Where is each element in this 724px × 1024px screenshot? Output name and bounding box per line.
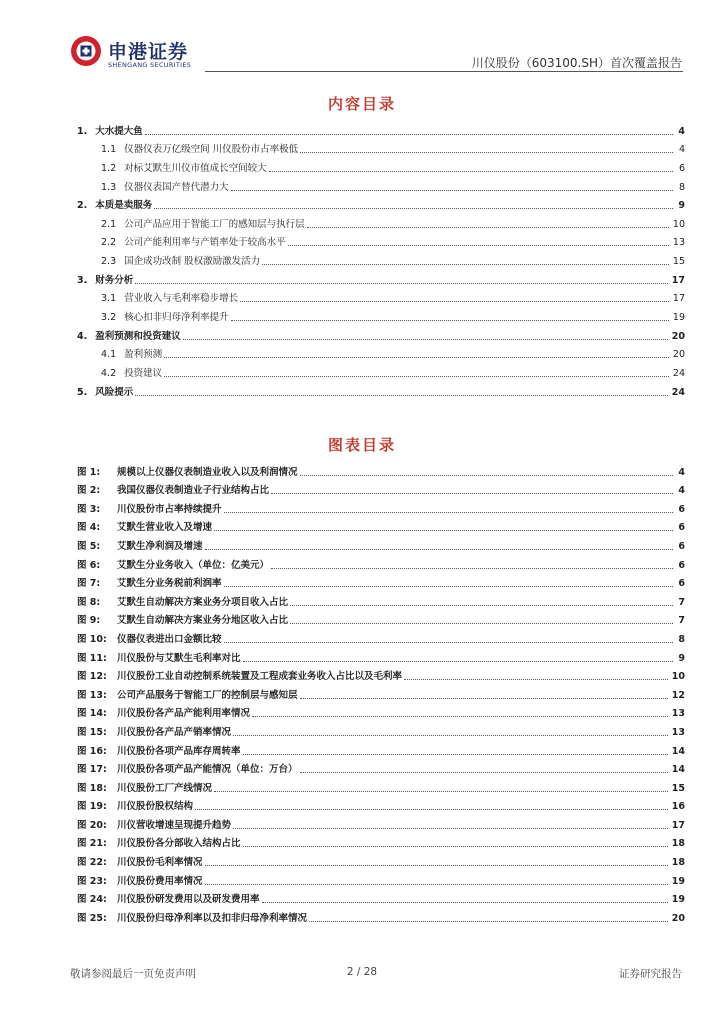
toc-entry-page: 15 xyxy=(672,256,685,268)
toc-entry-number: 2.2 xyxy=(101,237,117,249)
toc-entry-number: 2.1 xyxy=(101,218,117,230)
dot-leader xyxy=(231,320,669,321)
dot-leader xyxy=(252,716,668,717)
toc-entry-title: 仪器仪表国产替代潜力大 xyxy=(124,181,229,193)
dot-leader xyxy=(164,357,669,358)
figure-entry[interactable] xyxy=(77,683,685,702)
dot-leader xyxy=(269,171,673,172)
figure-entry[interactable] xyxy=(77,850,685,869)
toc-entry-page: 4 xyxy=(678,125,685,137)
figure-entry-page: 17 xyxy=(671,819,685,831)
figure-entry-number: 图 2: xyxy=(77,485,101,497)
figure-entry-page: 9 xyxy=(678,652,685,664)
dot-leader xyxy=(300,698,668,699)
toc-entry-number: 4. xyxy=(77,330,88,342)
figure-entry-page: 19 xyxy=(671,875,685,887)
page-number: 2 / 28 xyxy=(346,966,378,978)
page-footer xyxy=(0,958,724,988)
dot-leader xyxy=(300,475,673,476)
toc-title: 内容目录 xyxy=(327,95,396,113)
toc-entry[interactable] xyxy=(77,268,685,287)
dot-leader xyxy=(205,549,673,550)
figure-entry-title: 川仪股份各项产品库存周转率 xyxy=(117,745,241,757)
figure-entry-page: 18 xyxy=(671,838,685,850)
figure-entry-title: 川仪股份费用率情况 xyxy=(117,875,203,887)
figure-entry-page: 12 xyxy=(671,689,685,701)
toc-entry-title: 风险提示 xyxy=(95,386,134,398)
dot-leader xyxy=(205,884,668,885)
toc-entry-number: 1. xyxy=(77,125,88,137)
figure-entry-title: 川仪股份归母净利率以及扣非归母净利率情况 xyxy=(117,912,308,924)
figure-entry-title: 川仪股份股权结构 xyxy=(117,801,194,813)
dot-leader xyxy=(224,586,673,587)
toc-entry-title: 盈利预测和投资建议 xyxy=(95,330,181,342)
toc-entry-number: 1.2 xyxy=(101,162,117,174)
toc-entry-page: 10 xyxy=(672,218,685,230)
dot-leader xyxy=(135,395,668,396)
toc-entry-number: 3. xyxy=(77,274,88,286)
dot-leader xyxy=(224,642,673,643)
figure-entry[interactable] xyxy=(77,702,685,721)
disclaimer-note: 敬请参阅最后一页免责声明 xyxy=(70,968,196,980)
toc-entry[interactable] xyxy=(77,212,685,231)
figure-entry-title: 艾默生净利润及增速 xyxy=(117,540,203,552)
toc-entry-number: 2. xyxy=(77,200,88,212)
toc-entry[interactable] xyxy=(77,156,685,175)
toc-entry-number: 3.2 xyxy=(101,312,117,324)
dot-leader xyxy=(404,679,668,680)
toc-entry-page: 13 xyxy=(672,237,685,249)
figure-entry[interactable] xyxy=(77,665,685,684)
page-header xyxy=(0,0,724,80)
toc-entry[interactable] xyxy=(77,287,685,306)
toc-entry-number: 4.1 xyxy=(101,349,117,361)
figure-entry[interactable] xyxy=(77,795,685,814)
figure-entry-title: 仪器仪表进出口金额比较 xyxy=(117,633,222,645)
figure-entry-title: 艾默生分业务收入（单位：亿美元） xyxy=(117,559,270,571)
dot-leader xyxy=(233,828,668,829)
figure-entry-title: 川仪股份与艾默生毛利率对比 xyxy=(117,652,241,664)
company-logo-icon xyxy=(70,35,102,67)
dot-leader xyxy=(205,865,668,866)
figure-entry-title: 川仪股份工厂产线情况 xyxy=(117,782,213,794)
dot-leader xyxy=(271,493,673,494)
toc-entry-page: 17 xyxy=(672,293,685,305)
toc-entry-title: 大水提大鱼 xyxy=(95,125,143,137)
figure-entry-number: 图 18: xyxy=(77,782,107,794)
figure-entry-title: 川仪股份市占率持续提升 xyxy=(117,503,222,515)
dot-leader xyxy=(154,208,673,209)
toc-entry-page: 20 xyxy=(671,330,685,342)
dot-leader xyxy=(214,530,673,531)
figure-entry-number: 图 10: xyxy=(77,633,107,645)
figure-entry-page: 6 xyxy=(678,578,685,590)
figure-entry-title: 川仪股份毛利率情况 xyxy=(117,857,203,869)
toc-entry-page: 20 xyxy=(672,349,685,361)
figure-entry-title: 艾默生自动解决方案业务分项目收入占比 xyxy=(117,596,289,608)
toc-entry-page: 8 xyxy=(678,181,685,193)
dot-leader xyxy=(195,809,668,810)
toc-entry-title: 营业收入与毛利率稳步增长 xyxy=(124,293,239,305)
figure-entry[interactable] xyxy=(77,460,685,479)
figure-entry-title: 川仪股份各项产品产能情况（单位：万台） xyxy=(117,764,298,776)
figure-entry[interactable] xyxy=(77,869,685,888)
toc-entry-number: 1.1 xyxy=(101,144,117,156)
toc-entry-title: 国企成功改制 股权激励激发活力 xyxy=(124,256,261,268)
figure-entry-number: 图 19: xyxy=(77,801,107,813)
dot-leader xyxy=(233,735,668,736)
figure-entry[interactable] xyxy=(77,590,685,609)
figure-entry-page: 14 xyxy=(671,745,685,757)
figure-entry-number: 图 21: xyxy=(77,838,107,850)
figure-entry-title: 川仪股份各产品产能利用率情况 xyxy=(117,708,251,720)
figure-entry-number: 图 1: xyxy=(77,466,101,478)
toc-entry[interactable] xyxy=(77,175,685,194)
figure-entry-number: 图 22: xyxy=(77,857,107,869)
dot-leader xyxy=(135,283,668,284)
toc-entry-page: 6 xyxy=(678,162,685,174)
figure-entry-page: 18 xyxy=(671,857,685,869)
figure-entry-title: 川仪股份研发费用以及研发费用率 xyxy=(117,894,260,906)
dot-leader xyxy=(243,846,668,847)
figure-entry-page: 14 xyxy=(671,764,685,776)
dot-leader xyxy=(240,301,669,302)
toc-entry[interactable] xyxy=(77,324,685,343)
figure-entry-title: 艾默生营业收入及增速 xyxy=(117,522,213,534)
toc-entry[interactable] xyxy=(77,380,685,399)
figure-entry[interactable] xyxy=(77,516,685,535)
figure-entry-page: 13 xyxy=(671,726,685,738)
toc-entry-title: 投资建议 xyxy=(124,367,163,379)
toc-entry-title: 对标艾默生川仪市值成长空间较大 xyxy=(124,162,267,174)
figure-entry-page: 7 xyxy=(678,615,685,627)
dot-leader xyxy=(262,902,668,903)
figure-entry[interactable] xyxy=(77,572,685,591)
dot-leader xyxy=(183,339,668,340)
figure-entry-title: 川仪股份各分部收入结构占比 xyxy=(117,838,241,850)
figure-entry[interactable] xyxy=(77,646,685,665)
figure-entry-page: 13 xyxy=(671,708,685,720)
dot-leader xyxy=(271,568,673,569)
figure-entry-number: 图 13: xyxy=(77,689,107,701)
figure-entry-page: 6 xyxy=(678,540,685,552)
dot-leader xyxy=(231,190,673,191)
figure-entry[interactable] xyxy=(77,553,685,572)
figure-entry[interactable] xyxy=(77,534,685,553)
figure-entry-page: 4 xyxy=(678,466,685,478)
toc-entry[interactable] xyxy=(77,361,685,380)
figure-entry[interactable] xyxy=(77,832,685,851)
logo-chinese-name: 申港证券 xyxy=(108,41,189,63)
figure-entry[interactable] xyxy=(77,479,685,498)
figure-entry-title: 川仪营收增速呈现提升趋势 xyxy=(117,819,232,831)
toc-entry-page: 17 xyxy=(671,274,685,286)
figure-entry[interactable] xyxy=(77,776,685,795)
report-type: 证券研究报告 xyxy=(619,968,682,980)
figure-entry[interactable] xyxy=(77,609,685,628)
dot-leader xyxy=(224,512,673,513)
toc-entry-title: 公司产能利用率与产销率处于较高水平 xyxy=(124,237,286,249)
toc-entry[interactable] xyxy=(77,305,685,324)
figure-entry-page: 20 xyxy=(671,912,685,924)
dot-leader xyxy=(290,605,673,606)
figure-entry-page: 8 xyxy=(678,633,685,645)
figure-entry-page: 6 xyxy=(678,522,685,534)
report-title: 川仪股份（603100.SH）首次覆盖报告 xyxy=(471,56,682,70)
figure-entry-page: 15 xyxy=(671,782,685,794)
figure-entry-number: 图 3: xyxy=(77,503,101,515)
figure-entry-page: 10 xyxy=(671,671,685,683)
toc-entry-page: 24 xyxy=(672,367,685,379)
toc-entry-page: 24 xyxy=(671,386,685,398)
figure-entry-number: 图 11: xyxy=(77,652,107,664)
figure-list xyxy=(77,460,685,925)
dot-leader xyxy=(243,754,668,755)
toc-entry-page: 9 xyxy=(678,200,685,212)
toc-entry-title: 核心扣非归母净利率提升 xyxy=(124,312,229,324)
toc-entry[interactable] xyxy=(77,194,685,213)
figure-entry-number: 图 9: xyxy=(77,615,101,627)
figure-entry[interactable] xyxy=(77,739,685,758)
figure-entry-number: 图 15: xyxy=(77,726,107,738)
dot-leader xyxy=(214,791,668,792)
dot-leader xyxy=(243,661,673,662)
toc-entry-title: 财务分析 xyxy=(95,274,134,286)
toc-entry-page: 19 xyxy=(672,312,685,324)
dot-leader xyxy=(300,772,668,773)
figure-entry-number: 图 4: xyxy=(77,522,101,534)
toc-entry-title: 公司产品应用于智能工厂的感知层与执行层 xyxy=(124,218,305,230)
figure-entry-number: 图 5: xyxy=(77,540,101,552)
figure-entry-page: 16 xyxy=(671,801,685,813)
toc-entry-number: 5. xyxy=(77,386,88,398)
toc-entry[interactable] xyxy=(77,343,685,362)
figure-entry[interactable] xyxy=(77,758,685,777)
toc-entry-number: 3.1 xyxy=(101,293,117,305)
toc-entry-page: 4 xyxy=(678,144,685,156)
toc-entry[interactable] xyxy=(77,231,685,250)
figure-entry-number: 图 20: xyxy=(77,819,107,831)
figure-entry-title: 规模以上仪器仪表制造业收入以及利润情况 xyxy=(117,466,298,478)
figure-entry-page: 6 xyxy=(678,559,685,571)
toc-entry-title: 仪器仪表万亿级空间 川仪股份市占率极低 xyxy=(124,144,299,156)
figure-entry-number: 图 14: xyxy=(77,708,107,720)
figure-entry-title: 川仪股份各产品产销率情况 xyxy=(117,726,232,738)
toc-entry-title: 盈利预测 xyxy=(124,349,163,361)
figure-entry-title: 我国仪器仪表制造业子行业结构占比 xyxy=(117,485,270,497)
toc-entry[interactable] xyxy=(77,119,685,138)
dot-leader xyxy=(288,245,669,246)
dot-leader xyxy=(164,376,669,377)
figure-entry-number: 图 17: xyxy=(77,764,107,776)
figure-entry-page: 6 xyxy=(678,503,685,515)
figure-entry-title: 艾默生分业务税前利润率 xyxy=(117,578,222,590)
figure-entry-title: 川仪股份工业自动控制系统装置及工程成套业务收入占比以及毛利率 xyxy=(117,671,403,683)
dot-leader xyxy=(307,227,669,228)
table-of-contents xyxy=(77,119,685,399)
toc-entry-number: 1.3 xyxy=(101,181,117,193)
dot-leader xyxy=(309,921,668,922)
figure-entry-title: 公司产品服务于智能工厂的控制层与感知层 xyxy=(117,689,298,701)
figure-entry[interactable] xyxy=(77,813,685,832)
toc-entry[interactable] xyxy=(77,249,685,268)
logo-english-name: SHENGANG SECURITIES xyxy=(108,61,192,69)
figure-entry[interactable] xyxy=(77,497,685,516)
figure-entry-number: 图 8: xyxy=(77,596,101,608)
figure-entry[interactable] xyxy=(77,627,685,646)
figure-entry-page: 19 xyxy=(671,894,685,906)
toc-entry[interactable] xyxy=(77,138,685,157)
figure-entry[interactable] xyxy=(77,888,685,907)
dot-leader xyxy=(290,623,673,624)
header-divider xyxy=(205,71,683,72)
toc-entry-number: 2.3 xyxy=(101,256,117,268)
figure-entry-number: 图 7: xyxy=(77,578,101,590)
toc-entry-number: 4.2 xyxy=(101,367,117,379)
figure-entry[interactable] xyxy=(77,906,685,925)
dot-leader xyxy=(145,134,673,135)
figure-entry-number: 图 24: xyxy=(77,894,107,906)
figure-entry-page: 4 xyxy=(678,485,685,497)
toc-entry-title: 本质是卖服务 xyxy=(95,200,153,212)
dot-leader xyxy=(262,264,669,265)
figure-entry-number: 图 16: xyxy=(77,745,107,757)
figure-entry-title: 艾默生自动解决方案业务分地区收入占比 xyxy=(117,615,289,627)
figure-entry-number: 图 6: xyxy=(77,559,101,571)
figure-entry-number: 图 23: xyxy=(77,875,107,887)
dot-leader xyxy=(300,152,673,153)
figure-entry-page: 7 xyxy=(678,596,685,608)
figure-entry-number: 图 12: xyxy=(77,671,107,683)
figure-entry[interactable] xyxy=(77,720,685,739)
figure-entry-number: 图 25: xyxy=(77,912,107,924)
figures-title: 图表目录 xyxy=(327,436,396,454)
